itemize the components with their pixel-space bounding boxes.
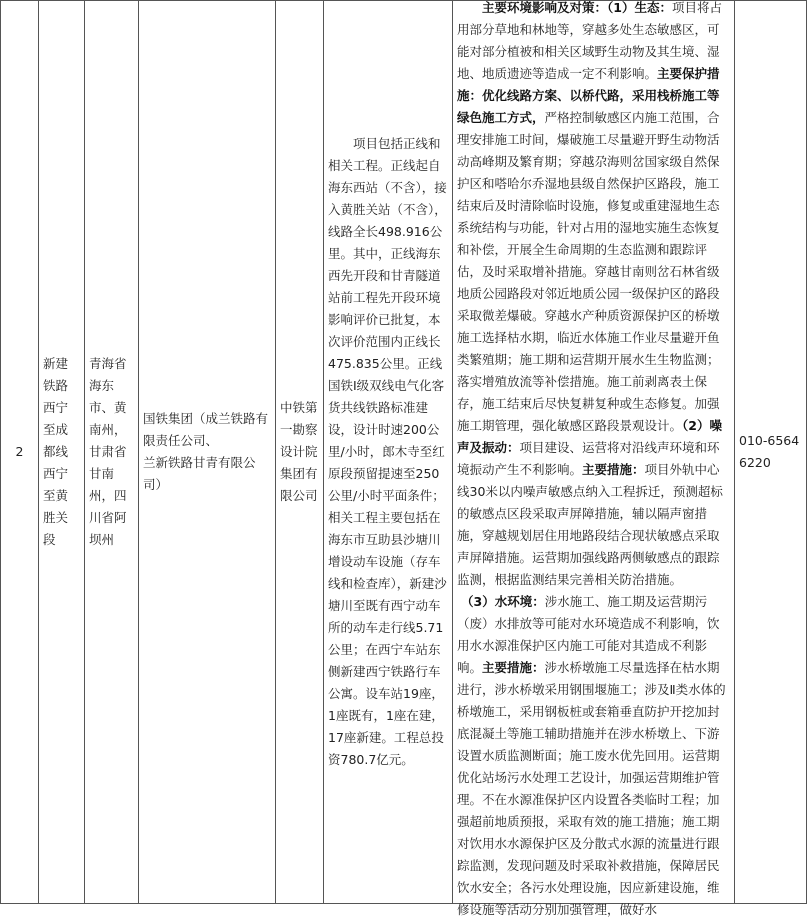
table-row — [1, 1, 807, 904]
water-heading: （3）水环境： — [461, 594, 545, 609]
ecology-impact-text: 项目将占用部分草地和林地等，穿越多处生态敏感区，可能对部分植被和相关区域野生动物及其生境、湿地、地质遗迹等造成一定不利影响。 — [457, 0, 722, 81]
ecology-measures-heading: 主要保护措施：优化线路方案、以桥代路，采用栈桥施工等绿色施工方式， — [457, 66, 720, 125]
construction-unit-line2: 兰新铁路甘青有限公司） — [143, 455, 256, 492]
contact-phone: 010-65646220 — [735, 1, 807, 904]
construction-unit — [139, 1, 276, 904]
project-description — [324, 1, 453, 904]
water-measures-text: 涉水桥墩施工尽量选择在枯水期进行，涉水桥墩采用钢围堰施工；涉及Ⅱ类水体的桥墩施工，采用钢板桩或套箱垂直防护开挖加封底混凝土等施工辅助措施并在涉水桥墩上、下游设置水质监测断面；施工废水优先回用。运营期优化站场污水处理工艺设计，加强运营期维护管理。不在水源准保护区内设置各类临时工程；加强超前地质预报，采取有效的施工措施；施工期对饮用水水源保护区及分散式水源的流量进行跟踪监测，发现问题及时采取补救措施，保障居民饮水安全；各污水处理设施，因应新建设施，维修设施等活动分别加强管理，做好水 — [457, 660, 726, 917]
environmental-impact — [453, 0, 735, 917]
ecology-heading: （1）生态： — [607, 0, 672, 15]
project-description-text: 项目包括正线和相关工程。正线起自海东西站（不含），接入黄胜关站（不含），线路全长498.916公里。其中，正线海东西先开段和甘青隧道站前工程先开段环境影响评价已批复，本次评价范围内正线长475.835公里。正线国铁Ⅰ级双线电气化客货共线铁路标准建设，设计时速200公里/小时，郎木寺至红原段预留提速至250公里/小时平面条件；相关工程主要包括在海东市互助县沙塘川增设动车设施（存车线和检查库），新建沙塘川至既有西宁动车所的动车走行线5.71公里；在西宁车站东侧新建西宁铁路行车公寓。设车站19座，1座既有，1座在建，17座新建。工程总投资780.7亿元。 — [328, 136, 447, 767]
eia-agency: 中铁第一勘察设计院集团有限公司 — [276, 1, 324, 904]
noise-heading: （2）噪声及振动： — [457, 418, 722, 455]
water-impact-text: 涉水施工、施工期及运营期污（废）水排放等可能对水环境造成不利影响，饮用水水源准保护区内施工可能对其造成不利影响。 — [457, 594, 720, 675]
row-number: 2 — [1, 1, 39, 904]
noise-measures-heading: 主要措施： — [582, 462, 645, 477]
ecology-measures-text: 严格控制敏感区内施工范围，合理安排施工时间，爆破施工尽量避开野生动物活动高峰期及繁育期；穿越尕海则岔国家级自然保护区和嗒哈尔乔湿地县级自然保护区路段，施工结束后及时清除临时设施，修复或重建湿地生态系统结构与功能，针对占用的湿地实施生态恢复和补偿，开展全生命周期的生态监测和跟踪评估，及时采取增补措施。穿越甘南则岔石林省级地质公园路段对邻近地质公园一级保护区的路段采取微差爆破。穿越水产种质资源保护区的桥墩施工选择枯水期，临近水体施工作业尽量避开鱼类繁殖期；施工期和运营期开展水生生物监测；落实增殖放流等补偿措施。施工前剥离表土保存，施工结束后尽快复耕复种或生态修复。加强施工期管理，强化敏感区路段景观设计。 — [457, 110, 720, 433]
project-name: 新建铁路西宁至成都线西宁至黄胜关段 — [39, 1, 85, 904]
noise-measures-text: 项目外轨中心线30米以内噪声敏感点纳入工程拆迁，预测超标的敏感点区段采取声屏障措施，辅以隔声窗措施，穿越规划居住用地路段结合现状敏感点采取声屏障措施。运营期加强线路两侧敏感点的跟踪监测，根据监测结果完善相关防治措施。 — [457, 462, 723, 587]
impact-heading: 主要环境影响及对策： — [482, 0, 608, 15]
construction-unit-line1: 国铁集团（成兰铁路有限责任公司、 — [143, 411, 269, 448]
water-measures-heading: 主要措施： — [482, 660, 545, 675]
project-location: 青海省海东市、黄南州，甘肃省甘南州，四川省阿坝州 — [85, 1, 139, 904]
noise-impact-text: 项目建设、运营将对沿线声环境和环境振动产生不利影响。 — [457, 440, 720, 477]
